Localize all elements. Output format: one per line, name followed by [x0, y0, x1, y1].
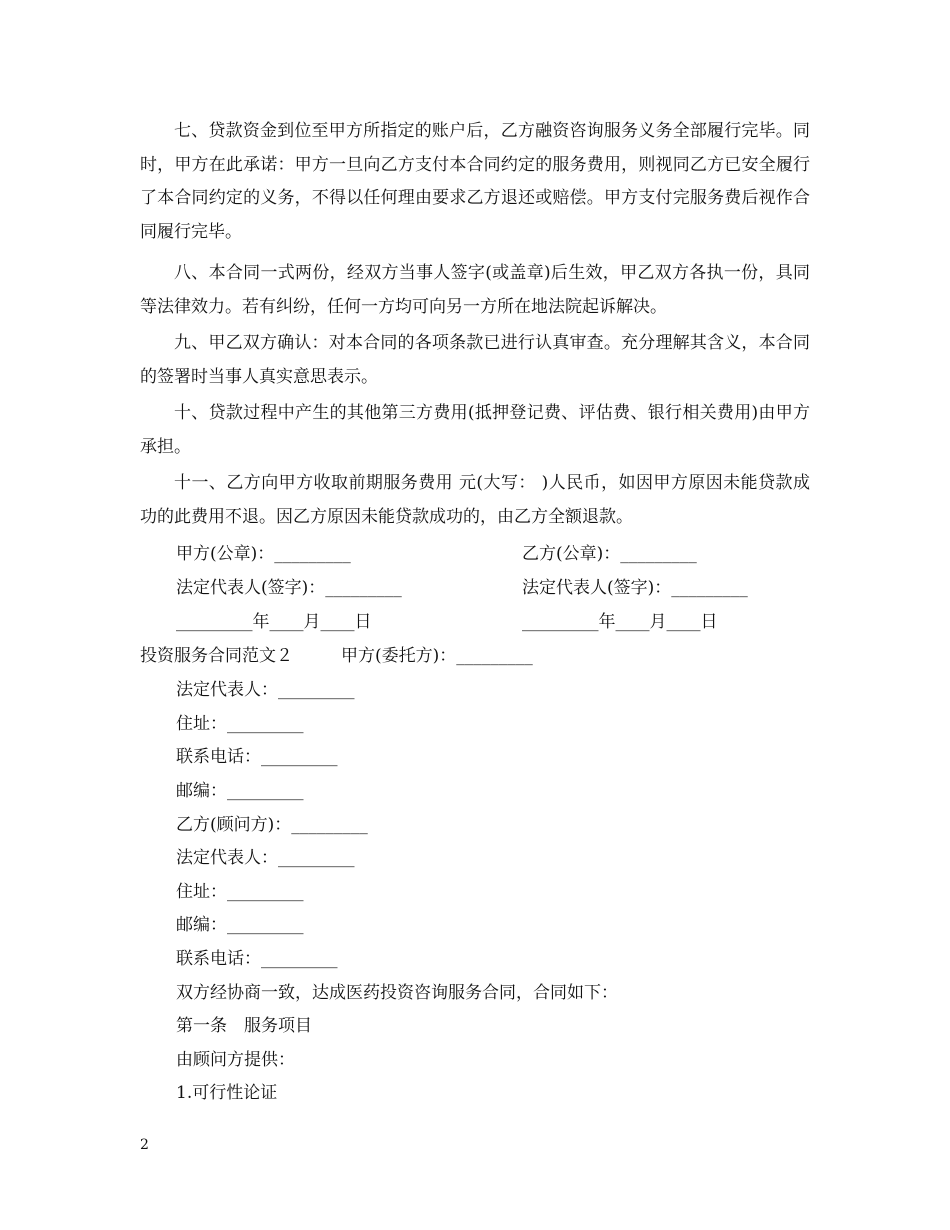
item-feasibility: 1.可行性论证	[176, 1083, 278, 1103]
contract2-title: 投资服务合同范文２	[140, 646, 293, 666]
client-phone: 联系电话：_________	[176, 747, 338, 767]
client-postcode: 邮编：_________	[176, 781, 304, 801]
client-party: 甲方(委托方)：_________	[341, 646, 533, 666]
clause-10: 十、贷款过程中产生的其他第三方费用(抵押登记费、评估费、银行相关费用)由甲方承担。	[140, 403, 810, 457]
party-b-date: _________年____月____日	[522, 612, 718, 632]
clause-9: 九、甲乙双方确认：对本合同的各项条款已进行认真审查。充分理解其含义，本合同的签署时当事人真实意思表示。	[140, 333, 810, 387]
client-address: 住址：_________	[176, 714, 304, 734]
party-a-date: _________年____月____日	[176, 612, 372, 632]
consultant-postcode: 邮编：_________	[176, 915, 304, 935]
consultant-representative: 法定代表人：_________	[176, 848, 355, 868]
party-b-representative: 法定代表人(签字)：_________	[522, 578, 748, 598]
party-b-seal: 乙方(公章)：_________	[522, 544, 697, 564]
party-a-seal: 甲方(公章)：_________	[176, 544, 351, 564]
client-representative: 法定代表人：_________	[176, 680, 355, 700]
contract2-heading-line	[140, 644, 533, 668]
party-a-representative: 法定代表人(签字)：_________	[176, 578, 402, 598]
consultant-party: 乙方(顾问方)：_________	[176, 815, 368, 835]
consultant-phone: 联系电话：_________	[176, 949, 338, 969]
agreement-statement: 双方经协商一致，达成医药投资咨询服务合同，合同如下：	[176, 983, 618, 1003]
clause-11: 十一、乙方向甲方收取前期服务费用 元(大写： )人民币，如因甲方原因未能贷款成功的此费用不退。因乙方原因未能贷款成功的，由乙方全额退款。	[140, 473, 810, 527]
page-number: 2	[140, 1137, 149, 1153]
consultant-address: 住址：_________	[176, 882, 304, 902]
article-1-heading: 第一条 服务项目	[176, 1016, 312, 1036]
clause-7: 七、贷款资金到位至甲方所指定的账户后，乙方融资咨询服务义务全部履行完毕。同时，甲方在此承诺：甲方一旦向乙方支付本合同约定的服务费用，则视同乙方已安全履行了本合同约定的义务，不得以任何理由要求乙方退还或赔偿。甲方支付完服务费后视作合同履行完毕。	[140, 121, 810, 242]
provided-by: 由顾问方提供：	[176, 1050, 295, 1070]
clause-8: 八、本合同一式两份，经双方当事人签字(或盖章)后生效，甲乙双方各执一份，具同等法律效力。若有纠纷，任何一方均可向另一方所在地法院起诉解决。	[140, 263, 810, 317]
